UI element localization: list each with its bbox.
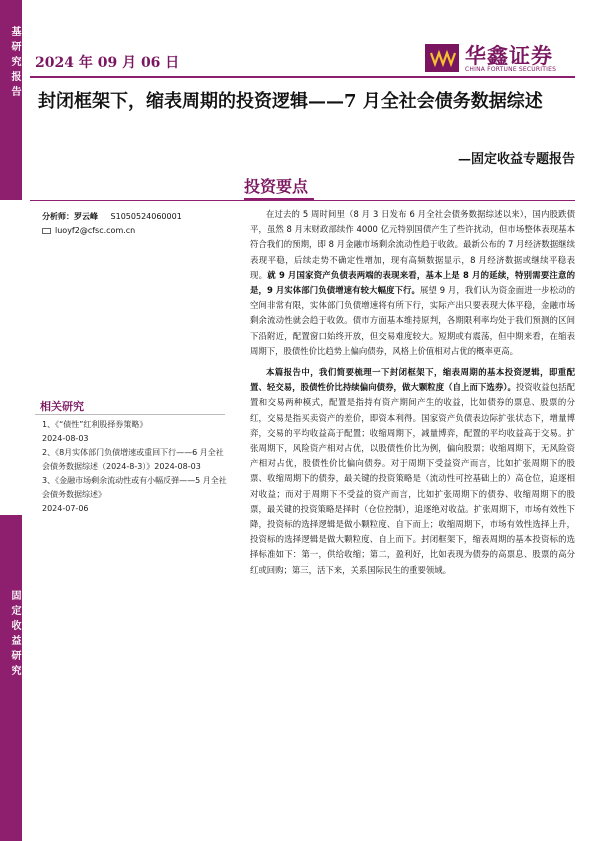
analyst-name: 分析师：罗云峰 [42, 212, 98, 221]
summary-emphasis: 就 9 月国家资产负债表两端的表现来看，基本上是 8 月的延续，特别需要注意的是，9 月实体部门负债增速有较大幅度下行。 [250, 269, 575, 296]
report-subtitle: —固定收益专题报告 [457, 152, 575, 167]
section-divider [30, 200, 575, 201]
related-item[interactable]: 2、《8月实体部门负债增速或重回下行——6 月全社会债务数据综述（2024-8-3）》2024-08-03 [42, 448, 224, 471]
related-research-divider [35, 414, 225, 415]
investment-summary-body [250, 207, 575, 578]
mail-icon [42, 228, 51, 234]
sidebar-top-label: 基研究报告 [9, 26, 20, 101]
summary-text: 展望 9 月，我们认为资金面进一步松动的空间非常有限，实体部门负债增速将有所下行，实际产出只要表现大体平稳，金融市场剩余流动性就会趋于收敛。债市方面基本维持原判，各期限利率均处于我们预测的区间下沿附近，配置窗口始终开放，但交易难度较大。短期或有震荡，但中期来看，在缩表周期下，股债性价比趋势上偏向债券，风格上价值相对占优的概率更高。 [250, 285, 575, 356]
related-item[interactable]: 3、《金融市场剩余流动性或有小幅反弹——5 月全社会债务数据综述》 [42, 476, 227, 499]
analyst-cert-number: S1050524060001 [110, 212, 182, 221]
sidebar-bottom-label: 固定收益研究 [9, 590, 20, 680]
related-research-heading: 相关研究 [40, 400, 84, 413]
summary-text: 投资收益包括配置和交易两种模式，配置是指持有资产期间产生的收益，比如债券的票息、股票的分红，交易是指买卖资产的差价，即资本利得。国家资产负债表边际扩张状态下，增量博弈，交易的平均收益高于配置；收缩周期下，减量博弈，配置的平均收益高于交易。扩张周期下，风险资产相对占优，以股债性价比为例，偏向股票；收缩周期下，无风险资产相对占优，股债性价比偏向债券。对于周期下受益资产而言，比如扩张周期下的股票、收缩周期下的债券，最关键的投资策略是（流动性可控基础上的）高仓位，追逐相对收益；而对于周期下不受益的资产而言，比如扩张周期下的债券、收缩周期下的股票，最关键的投资策略是择时（仓位控制），追逐绝对收益。扩张周期下，市场有效性下降，投资标的选择逻辑是做小颗粒度、自下而上；收缩周期下，市场有效性选择上升，投资标的选择逻辑是做大颗粒度、自上而下。封闭框架下，缩表周期的基本投资标的选择标准如下：第一，供给收缩；第二，盈利好，比如表现为债券的高票息、股票的高分红或回购；第三，活下来，关系国际民生的重要领域。 [250, 382, 575, 575]
related-item[interactable]: 1、《“债性”红利股择券策略》 [42, 420, 148, 429]
section-heading: 投资要点 [244, 177, 309, 196]
analyst-email[interactable]: luoyf2@cfsc.com.cn [55, 226, 136, 235]
report-title: 封闭框架下，缩表周期的投资逻辑——7 月全社会债务数据综述 [38, 91, 543, 112]
summary-paragraph [250, 365, 575, 578]
summary-text: 在过去的 5 周时间里（8 月 3 日发布 6 月全社会债务数据综述以来），国内股跌债平，虽然 8 月末财政部续作 4000 亿元特别国债产生了些许扰动，但市场整体表现基本符合我们的预期，即 8 月金融市场剩余流动性趋于收敛。最新公布的 7 月经济数据继续表现平稳，后续走势不确定性增加，现有高频数据显示，8 月经济数据或继续平稳表现。 [250, 209, 575, 280]
logo-mark-icon [425, 44, 459, 72]
related-research-list [42, 418, 227, 516]
brand-name-en: CHINA FORTUNE SECURITIES [465, 66, 557, 73]
related-item-date: 2024-07-06 [42, 504, 89, 513]
report-date: 2024 年 09 月 06 日 [35, 55, 180, 71]
related-item-date: 2024-08-03 [42, 434, 89, 443]
analyst-block [42, 210, 232, 238]
header-divider [30, 76, 575, 78]
summary-emphasis: 本篇报告中，我们简要梳理一下封闭框架下，缩表周期的基本投资逻辑，即重配置、轻交易，股债性价比持续偏向债券，做大颗粒度（自上而下选券）。 [250, 367, 575, 393]
brand-logo [425, 38, 595, 78]
brand-name-cn: 华鑫证券 [465, 44, 553, 68]
summary-paragraph [250, 207, 575, 359]
